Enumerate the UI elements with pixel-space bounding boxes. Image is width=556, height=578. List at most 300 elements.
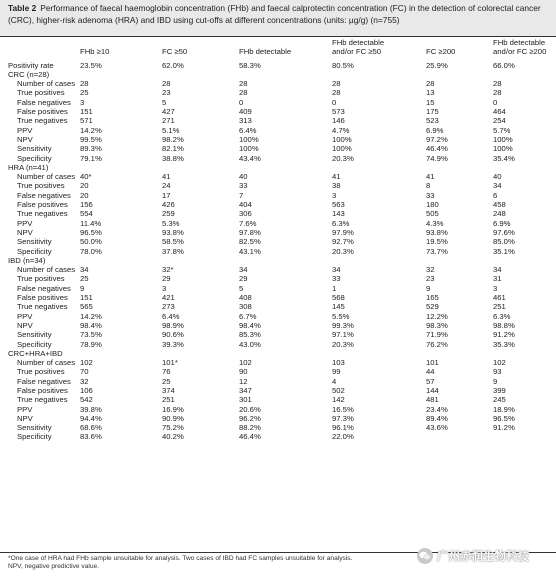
table-cell: 35.4%: [493, 153, 515, 163]
table-row: [0, 423, 556, 432]
table-cell: 151: [80, 107, 93, 117]
table-cell: 78.9%: [80, 339, 102, 349]
table-cell: 254: [493, 116, 506, 126]
table-cell: 17: [162, 190, 171, 200]
group-heading: IBD (n=34): [8, 255, 46, 265]
table-cell: 6.4%: [239, 125, 257, 135]
table-cell: 245: [493, 395, 506, 405]
table-cell: 14.2%: [80, 125, 102, 135]
table-cell: 28: [332, 79, 341, 89]
table-row: [0, 358, 556, 367]
table-row: [0, 302, 556, 311]
row-label: True negatives: [17, 395, 68, 405]
table-cell: 15: [426, 97, 435, 107]
row-label: Number of cases: [17, 79, 76, 89]
table-cell: 94.4%: [80, 413, 102, 423]
table-row: [0, 200, 556, 209]
row-label: True positives: [17, 181, 65, 191]
table-cell: 458: [493, 200, 506, 210]
table-cell: 43.6%: [426, 423, 448, 433]
table-cell: 9: [426, 283, 431, 293]
table-cell: 40: [493, 172, 502, 182]
table-row: [0, 209, 556, 218]
table-cell: 32: [426, 265, 435, 275]
table-cell: 34: [493, 181, 502, 191]
row-label: NPV: [17, 134, 33, 144]
table-cell: 33: [426, 190, 435, 200]
table-cell: 5: [162, 97, 167, 107]
row-label: PPV: [17, 404, 33, 414]
table-cell: 98.9%: [162, 320, 184, 330]
table-cell: 35.1%: [493, 246, 515, 256]
table-cell: 101: [426, 358, 439, 368]
table-cell: 565: [80, 302, 93, 312]
table-cell: 143: [332, 209, 345, 219]
row-label: False positives: [17, 107, 68, 117]
table-cell: 34: [80, 265, 89, 275]
table-row: [0, 228, 556, 237]
table-cell: 100%: [493, 134, 513, 144]
table-cell: 24: [162, 181, 171, 191]
footnote-2: NPV, negative predictive value.: [8, 563, 100, 570]
table-cell: 102: [239, 358, 252, 368]
table-cell: 6.9%: [493, 218, 511, 228]
table-row: [0, 395, 556, 404]
table-cell: 41: [162, 172, 171, 182]
table-cell: 0: [493, 97, 498, 107]
table-cell: 99: [332, 367, 341, 377]
table-row: [0, 340, 556, 349]
table-cell: 92.7%: [332, 237, 354, 247]
group-heading-row: [0, 163, 556, 172]
column-header-line2: FC ≥200: [426, 47, 456, 57]
table-cell: 40.2%: [162, 432, 184, 442]
table-row: [0, 107, 556, 116]
table-cell: 33: [239, 181, 248, 191]
table-cell: 426: [162, 200, 175, 210]
group-heading: CRC+HRA+IBD: [8, 348, 63, 358]
table-cell: 1: [332, 283, 337, 293]
table-cell: 74.9%: [426, 153, 448, 163]
table-cell: 103: [332, 358, 345, 368]
table-cell: 573: [332, 107, 345, 117]
row-label: Sensitivity: [17, 144, 52, 154]
table-row: [0, 144, 556, 153]
column-header: [426, 38, 493, 57]
table-cell: 33: [332, 274, 341, 284]
table-cell: 90.6%: [162, 330, 184, 340]
column-header: [239, 38, 332, 57]
row-label: False positives: [17, 385, 68, 395]
row-label: True negatives: [17, 209, 68, 219]
column-header-line2: FHb detectable: [239, 47, 292, 57]
table-cell: 301: [239, 395, 252, 405]
table-cell: 461: [493, 293, 506, 303]
table-cell: 66.0%: [493, 60, 515, 70]
table-cell: 85.3%: [239, 330, 261, 340]
table-cell: 29: [239, 274, 248, 284]
table-cell: 98.8%: [493, 320, 515, 330]
table-cell: 28: [493, 79, 502, 89]
table-cell: 50.0%: [80, 237, 102, 247]
table-cell: 8: [426, 181, 431, 191]
footnotes: [8, 555, 352, 571]
table-cell: 73.5%: [80, 330, 102, 340]
table-cell: 25.9%: [426, 60, 448, 70]
table-cell: 102: [493, 358, 506, 368]
table-cell: 76.2%: [426, 339, 448, 349]
row-label: NPV: [17, 413, 33, 423]
table-row: [0, 367, 556, 376]
table-cell: 38.8%: [162, 153, 184, 163]
table-cell: 41: [332, 172, 341, 182]
table-cell: 96.2%: [239, 413, 261, 423]
table-cell: 83.6%: [80, 432, 102, 442]
watermark: [417, 546, 554, 566]
table-cell: 97.3%: [332, 413, 354, 423]
table-cell: 20.3%: [332, 246, 354, 256]
table-cell: 306: [239, 209, 252, 219]
table-cell: 251: [162, 395, 175, 405]
row-label: Number of cases: [17, 172, 76, 182]
table-cell: 313: [239, 116, 252, 126]
column-header: [80, 38, 162, 57]
table-cell: 28: [239, 79, 248, 89]
table-row: [0, 237, 556, 246]
table-cell: 40*: [80, 172, 92, 182]
table-cell: 13: [426, 88, 435, 98]
table-cell: 98.4%: [239, 320, 261, 330]
table-cell: 3: [162, 283, 167, 293]
table-cell: 481: [426, 395, 439, 405]
column-header-line1: FHb detectable: [332, 38, 385, 47]
table-cell: 96.5%: [493, 413, 515, 423]
table-cell: 76: [162, 367, 171, 377]
row-label: False negatives: [17, 376, 71, 386]
table-cell: 96.1%: [332, 423, 354, 433]
row-label: Sensitivity: [17, 330, 52, 340]
table-cell: 28: [162, 79, 171, 89]
table-cell: 99.5%: [80, 134, 102, 144]
table-cell: 6.3%: [493, 311, 511, 321]
table-cell: 46.4%: [239, 432, 261, 442]
table-row: [0, 191, 556, 200]
table-cell: 529: [426, 302, 439, 312]
table-cell: 97.1%: [332, 330, 354, 340]
row-label: Specificity: [17, 432, 52, 442]
row-label: Number of cases: [17, 358, 76, 368]
table-cell: 9: [80, 283, 85, 293]
positivity-row: [0, 61, 556, 70]
table-cell: 34: [239, 265, 248, 275]
row-label: NPV: [17, 227, 33, 237]
row-label: True positives: [17, 367, 65, 377]
table-cell: 12.2%: [426, 311, 448, 321]
table-cell: 404: [239, 200, 252, 210]
table-row: [0, 321, 556, 330]
table-cell: 28: [80, 79, 89, 89]
table-cell: 20.6%: [239, 404, 261, 414]
table-cell: 408: [239, 293, 252, 303]
table-row: [0, 172, 556, 181]
table-cell: 523: [426, 116, 439, 126]
header-row: [0, 38, 556, 57]
table-cell: 20.3%: [332, 339, 354, 349]
table-row: [0, 274, 556, 283]
table-cell: 89.3%: [80, 144, 102, 154]
table-row: [0, 88, 556, 97]
table-cell: 34: [332, 265, 341, 275]
table-cell: 151: [80, 293, 93, 303]
table-cell: 5: [239, 283, 244, 293]
table-cell: 146: [332, 116, 345, 126]
table-row: [0, 405, 556, 414]
table-cell: 28: [332, 88, 341, 98]
table-cell: 3: [493, 283, 498, 293]
table-cell: 58.5%: [162, 237, 184, 247]
table-cell: 251: [493, 302, 506, 312]
table-cell: 31: [493, 274, 502, 284]
row-label: Sensitivity: [17, 237, 52, 247]
row-label: PPV: [17, 311, 33, 321]
table-cell: 91.2%: [493, 423, 515, 433]
table-cell: 38: [332, 181, 341, 191]
row-label: PPV: [17, 125, 33, 135]
table-cell: 145: [332, 302, 345, 312]
table-row: [0, 135, 556, 144]
table-cell: 43.4%: [239, 153, 261, 163]
table-cell: 32*: [162, 265, 174, 275]
table-caption: [0, 0, 556, 36]
table-cell: 165: [426, 293, 439, 303]
table-cell: 62.0%: [162, 60, 184, 70]
table-cell: 99.3%: [332, 320, 354, 330]
table-cell: 88.2%: [239, 423, 261, 433]
table-row: [0, 414, 556, 423]
table-cell: 6.3%: [332, 218, 350, 228]
table-row: [0, 154, 556, 163]
column-header: [162, 38, 239, 57]
table-cell: 6: [493, 190, 498, 200]
table-row: [0, 432, 556, 441]
table-cell: 0: [332, 97, 337, 107]
table-cell: 98.4%: [80, 320, 102, 330]
table-cell: 89.4%: [426, 413, 448, 423]
column-header-line1: FHb detectable: [493, 38, 546, 47]
table-cell: 58.3%: [239, 60, 261, 70]
table-cell: 32: [80, 376, 89, 386]
table-cell: 271: [162, 116, 175, 126]
table-cell: 82.5%: [239, 237, 261, 247]
table-cell: 23.4%: [426, 404, 448, 414]
table-cell: 19.5%: [426, 237, 448, 247]
table-cell: 97.2%: [426, 134, 448, 144]
row-label: Number of cases: [17, 265, 76, 275]
table-cell: 571: [80, 116, 93, 126]
table-cell: 28: [239, 88, 248, 98]
row-label: Specificity: [17, 246, 52, 256]
row-label: Positivity rate: [8, 60, 54, 70]
table-cell: 98.3%: [426, 320, 448, 330]
table-row: [0, 330, 556, 339]
table-cell: 175: [426, 107, 439, 117]
table-cell: 505: [426, 209, 439, 219]
table-row: [0, 219, 556, 228]
table-cell: 100%: [332, 134, 352, 144]
table-cell: 16.5%: [332, 404, 354, 414]
table-cell: 97.8%: [239, 227, 261, 237]
table-cell: 6.4%: [162, 311, 180, 321]
table-cell: 96.5%: [80, 227, 102, 237]
data-table: [0, 38, 556, 442]
table-cell: 5.5%: [332, 311, 350, 321]
table-cell: 68.6%: [80, 423, 102, 433]
table-cell: 80.5%: [332, 60, 354, 70]
table-cell: 5.1%: [162, 125, 180, 135]
table-cell: 421: [162, 293, 175, 303]
table-cell: 3: [332, 190, 337, 200]
table-cell: 100%: [332, 144, 352, 154]
table-cell: 9: [493, 376, 498, 386]
table-cell: 502: [332, 385, 345, 395]
table-number: Table 2: [8, 3, 37, 13]
table-row: [0, 126, 556, 135]
table-row: [0, 293, 556, 302]
table-cell: 0: [239, 97, 244, 107]
table-cell: 37.8%: [162, 246, 184, 256]
row-label: True negatives: [17, 116, 68, 126]
table-cell: 12: [239, 376, 248, 386]
table-cell: 70: [80, 367, 89, 377]
table-cell: [493, 432, 556, 441]
table-cell: 4.3%: [426, 218, 444, 228]
table-cell: 23: [426, 274, 435, 284]
table-cell: 20: [80, 181, 89, 191]
table-cell: 97.6%: [493, 227, 515, 237]
group-heading: CRC (n=28): [8, 69, 50, 79]
table-row: [0, 79, 556, 88]
table-cell: 39.8%: [80, 404, 102, 414]
table-cell: 100%: [239, 144, 259, 154]
row-label: Specificity: [17, 339, 52, 349]
table-cell: 29: [162, 274, 171, 284]
table-cell: 5.3%: [162, 218, 180, 228]
table-cell: 554: [80, 209, 93, 219]
table-cell: 73.7%: [426, 246, 448, 256]
table-cell: 25: [80, 274, 89, 284]
table-cell: 97.9%: [332, 227, 354, 237]
table-cell: 39.3%: [162, 339, 184, 349]
table-row: [0, 312, 556, 321]
table-cell: 57: [426, 376, 435, 386]
table-cell: 347: [239, 385, 252, 395]
caption-line-1: Performance of faecal haemoglobin concentration (FHb) and faecal calprotectin concentration (FC) in the detection of colorectal cancer: [40, 3, 541, 13]
group-heading-row: [0, 70, 556, 79]
column-header-line2: FC ≥50: [162, 47, 188, 57]
group-heading-row: [0, 256, 556, 265]
table-cell: 7.6%: [239, 218, 257, 228]
row-label: PPV: [17, 218, 33, 228]
row-label: NPV: [17, 320, 33, 330]
table-cell: 308: [239, 302, 252, 312]
table-cell: 5.7%: [493, 125, 511, 135]
table-cell: 427: [162, 107, 175, 117]
table-row: [0, 284, 556, 293]
row-label: Sensitivity: [17, 423, 52, 433]
table-cell: 142: [332, 395, 345, 405]
table-cell: 75.2%: [162, 423, 184, 433]
table-cell: 273: [162, 302, 175, 312]
table-cell: 44: [426, 367, 435, 377]
table-cell: 20: [80, 190, 89, 200]
table-row: [0, 98, 556, 107]
table-cell: 91.2%: [493, 330, 515, 340]
table-row: [0, 116, 556, 125]
table-cell: 144: [426, 385, 439, 395]
table-cell: 23.5%: [80, 60, 102, 70]
table-cell: 93: [493, 367, 502, 377]
table-cell: 79.1%: [80, 153, 102, 163]
table-cell: 4.7%: [332, 125, 350, 135]
table-cell: 28: [426, 79, 435, 89]
table-cell: 568: [332, 293, 345, 303]
table-cell: 259: [162, 209, 175, 219]
table-cell: 46.4%: [426, 144, 448, 154]
table-cell: 78.0%: [80, 246, 102, 256]
table-cell: 542: [80, 395, 93, 405]
table-cell: 98.2%: [162, 134, 184, 144]
table-cell: 25: [80, 88, 89, 98]
table-cell: 25: [162, 376, 171, 386]
table-cell: 100%: [493, 144, 513, 154]
table-cell: 409: [239, 107, 252, 117]
table-cell: 464: [493, 107, 506, 117]
table-cell: 563: [332, 200, 345, 210]
row-label: True negatives: [17, 302, 68, 312]
footnote-1: *One case of HRA had FHb sample unsuitable for analysis. Two cases of IBD had FC samples unsuitable for analysis.: [8, 555, 353, 562]
row-label: False positives: [17, 293, 68, 303]
table-row: [0, 386, 556, 395]
row-label: False positives: [17, 200, 68, 210]
table-cell: 40: [239, 172, 248, 182]
table-cell: 22.0%: [332, 432, 354, 442]
column-header-line2: and/or FC ≥50: [332, 47, 382, 57]
table-cell: 16.9%: [162, 404, 184, 414]
table-cell: 34: [493, 265, 502, 275]
table-cell: 93.8%: [426, 227, 448, 237]
column-header-line2: FHb ≥10: [80, 47, 110, 57]
watermark-text: 广州赤润生物科技: [437, 551, 529, 563]
group-heading-row: [0, 349, 556, 358]
table-row: [0, 247, 556, 256]
table-cell: 28: [493, 88, 502, 98]
table-cell: 248: [493, 209, 506, 219]
row-label: Specificity: [17, 153, 52, 163]
column-header: [332, 38, 426, 57]
table-cell: 4: [332, 376, 337, 386]
table-cell: 100%: [239, 134, 259, 144]
table-row: [0, 181, 556, 190]
table-cell: 35.3%: [493, 339, 515, 349]
table-cell: 180: [426, 200, 439, 210]
table-cell: 7: [239, 190, 244, 200]
table-cell: 41: [426, 172, 435, 182]
wechat-icon: [417, 548, 433, 564]
column-header: [493, 38, 556, 57]
table-cell: 156: [80, 200, 93, 210]
table-cell: 43.1%: [239, 246, 261, 256]
column-header-line2: and/or FC ≥200: [493, 47, 547, 57]
